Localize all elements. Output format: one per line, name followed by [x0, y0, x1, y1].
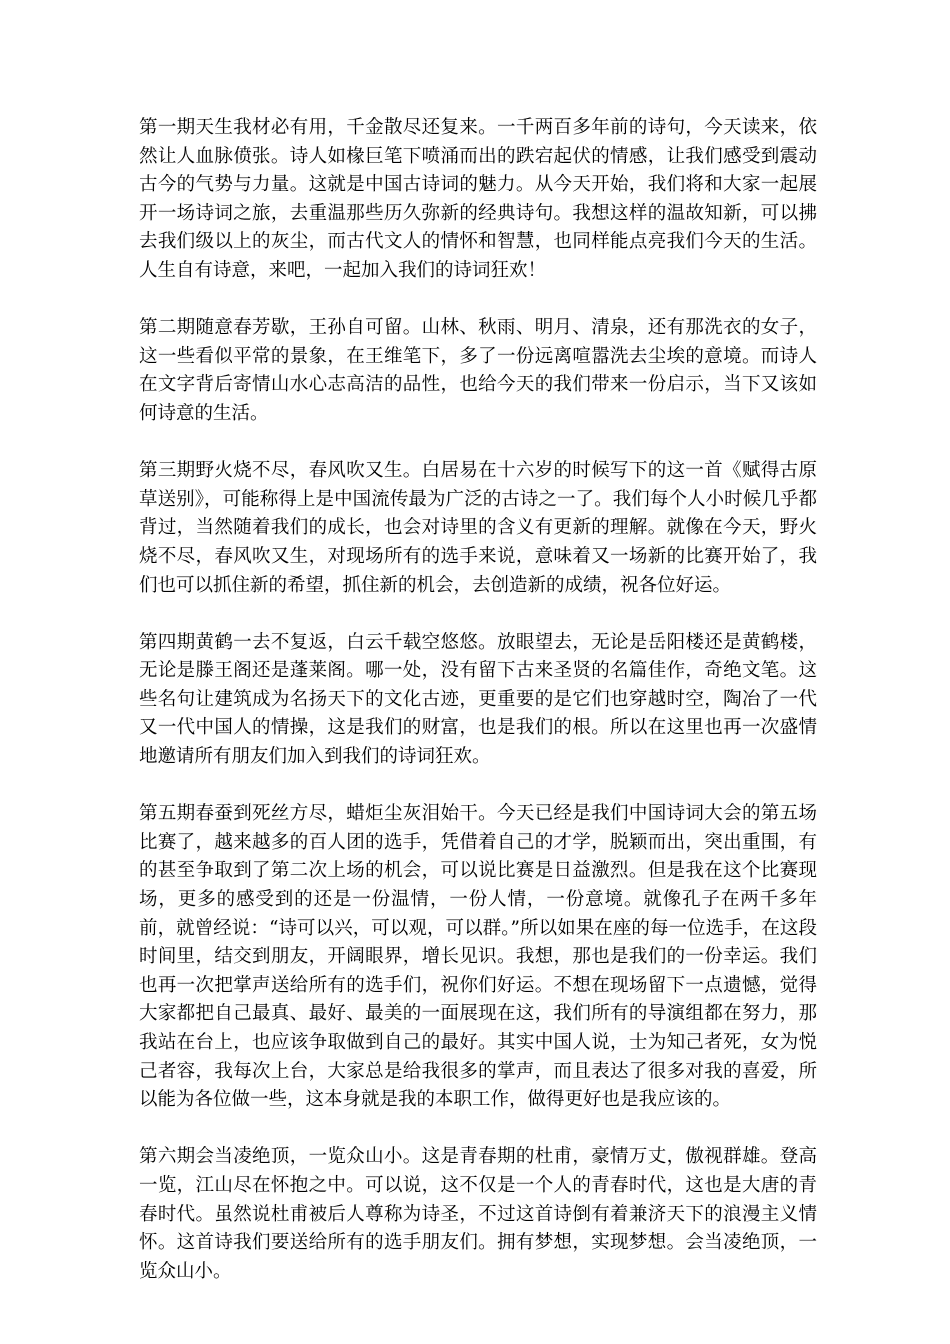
paragraph-episode-2: 第二期随意春芳歇，王孙自可留。山林、秋雨、明月、清泉，还有那洗衣的女子，这一些看似平常的景象，在王维笔下，多了一份远离喧嚣洗去尘埃的意境。而诗人在文字背后寄情山水心志高洁的品性，也给今天的我们带来一份启示，当下又该如何诗意的生活。 — [139, 317, 817, 424]
paragraph-episode-1: 第一期天生我材必有用，千金散尽还复来。一千两百多年前的诗句，今天读来，依然让人血脉偾张。诗人如椽巨笔下喷涌而出的跌宕起伏的情感，让我们感受到震动古今的气势与力量。这就是中国古诗词的魅力。从今天开始，我们将和大家一起展开一场诗词之旅，去重温那些历久弥新的经典诗句。我想这样的温故知新，可以拂去我们级以上的灰尘，而古代文人的情怀和智慧，也同样能点亮我们今天的生活。人生自有诗意，来吧，一起加入我们的诗词狂欢！ — [139, 117, 817, 281]
document-body — [139, 114, 817, 1315]
paragraph-episode-5: 第五期春蚕到死丝方尽，蜡炬尘灰泪始干。今天已经是我们中国诗词大会的第五场比赛了，越来越多的百人团的选手，凭借着自己的才学，脱颖而出，突出重围，有的甚至争取到了第二次上场的机会，可以说比赛是日益激烈。但是我在这个比赛现场，更多的感受到的还是一份温情，一份人情，一份意境。就像孔子在两千多年前，就曾经说：“诗可以兴，可以观，可以群。”所以如果在座的每一位选手，在这段时间里，结交到朋友，开阔眼界，增长见识。我想，那也是我们的一份幸运。我们也再一次把掌声送给所有的选手们，祝你们好运。不想在现场留下一点遗憾，觉得大家都把自己最真、最好、最美的一面展现在这，我们所有的导演组都在努力，那我站在台上，也应该争取做到自己的最好。其实中国人说，士为知己者死，女为悦己者容，我每次上台，大家总是给我很多的掌声，而且表达了很多对我的喜爱，所以能为各位做一些，这本身就是我的本职工作，做得更好也是我应该的。 — [139, 803, 817, 1111]
paragraph-episode-6: 第六期会当凌绝顶，一览众山小。这是青春期的杜甫，豪情万丈，傲视群雄。登高一览，江山尽在怀抱之中。可以说，这不仅是一个人的青春时代，这也是大唐的青春时代。虽然说杜甫被后人尊称为诗圣，不过这首诗倒有着兼济天下的浪漫主义情怀。这首诗我们要送给所有的选手朋友们。拥有梦想，实现梦想。会当凌绝顶，一览众山小。 — [139, 1146, 817, 1282]
paragraph-episode-4: 第四期黄鹤一去不复返，白云千载空悠悠。放眼望去，无论是岳阳楼还是黄鹤楼，无论是滕王阁还是蓬莱阁。哪一处，没有留下古来圣贤的名篇佳作，奇绝文笔。这些名句让建筑成为名扬天下的文化古迹，更重要的是它们也穿越时空，陶冶了一代又一代中国人的情操，这是我们的财富，也是我们的根。所以在这里也再一次盛情地邀请所有朋友们加入到我们的诗词狂欢。 — [139, 631, 817, 768]
paragraph-episode-3: 第三期野火烧不尽，春风吹又生。白居易在十六岁的时候写下的这一首《赋得古原草送别》，可能称得上是中国流传最为广泛的古诗之一了。我们每个人小时候几乎都背过，当然随着我们的成长，也会对诗里的含义有更新的理解。就像在今天，野火烧不尽，春风吹又生，对现场所有的选手来说，意味着又一场新的比赛开始了，我们也可以抓住新的希望，抓住新的机会，去创造新的成绩，祝各位好运。 — [139, 460, 817, 596]
